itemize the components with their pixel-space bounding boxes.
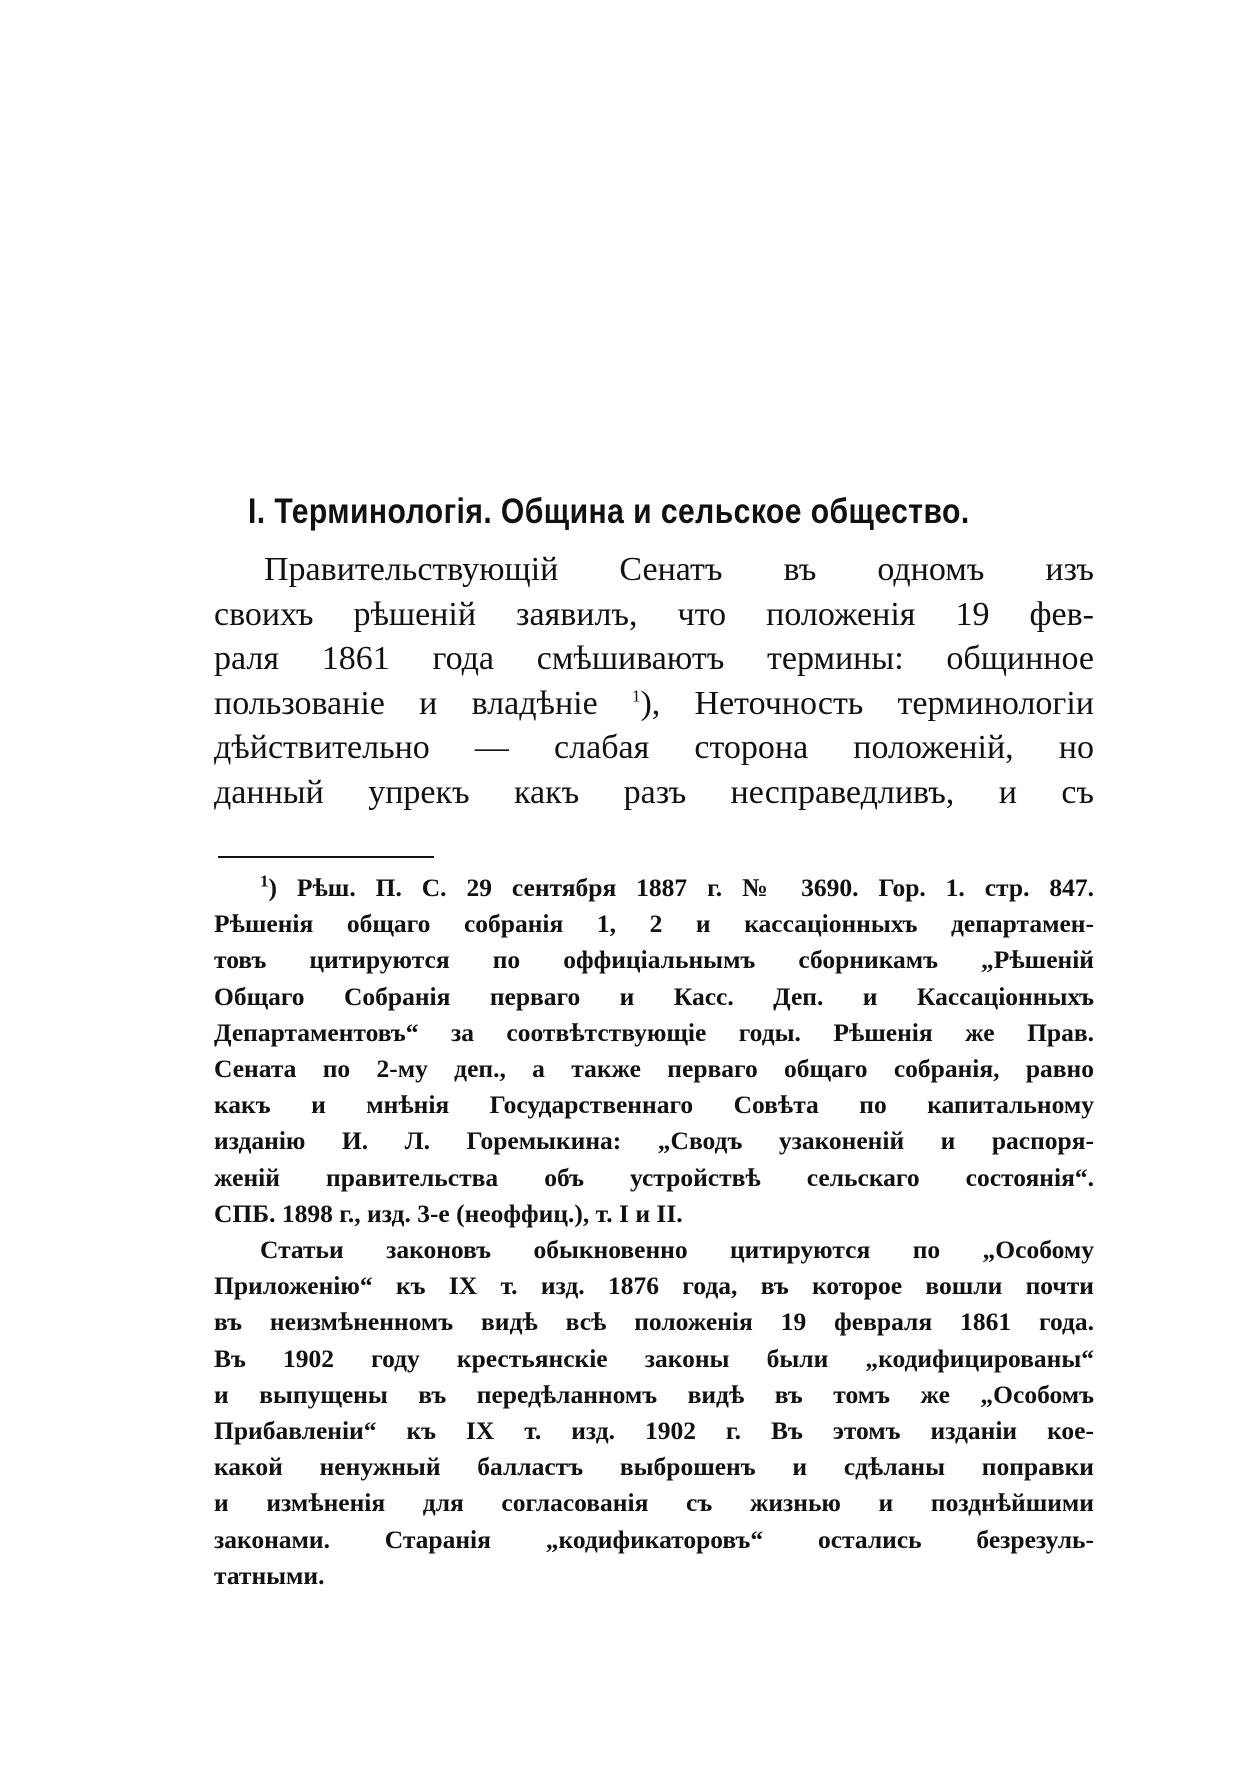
body-paragraph	[214, 548, 1094, 815]
footnote	[214, 870, 1094, 1232]
footnote-line: Сената по 2-му деп., а также перваго общаго собранія, равно	[214, 1053, 1094, 1083]
footnote-line: какъ и мнѣнія Государственнаго Совѣта по капитальному	[214, 1090, 1094, 1120]
footnote-reference: 1	[631, 686, 641, 706]
footnote-line: Приложенію“ къ IX т. изд. 1876 года, въ которое вошли почти	[214, 1271, 1094, 1301]
body-line	[214, 682, 1094, 727]
footnote-line: Департаментовъ“ за соотвѣтствующіе годы. Рѣшенія же Прав.	[214, 1017, 1094, 1047]
footnote-line: и выпущены въ передѣланномъ видѣ въ томъ же „Особомъ	[214, 1379, 1094, 1409]
body-line: дѣйствительно — слабая сторона положеній, но	[214, 729, 1094, 766]
footnote-line: въ неизмѣненномъ видѣ всѣ положенія 19 февраля 1861 года.	[214, 1307, 1094, 1337]
body-line: Правительствующій Сенатъ въ одномъ изъ	[264, 551, 1094, 588]
footnote-line: Общаго Собранія перваго и Касс. Деп. и Кассаціонныхъ	[214, 981, 1094, 1011]
footnote-line: изданію И. Л. Горемыкина: „Сводъ узаконеній и распоря-	[214, 1126, 1094, 1156]
footnote-line: татными.	[214, 1560, 325, 1590]
footnote-line: какой ненужный балластъ выброшенъ и сдѣланы поправки	[214, 1452, 1094, 1482]
footnote-line: Рѣшенія общаго собранія 1, 2 и кассаціонныхъ департамен-	[214, 909, 1094, 939]
footnote-continuation	[214, 1232, 1094, 1594]
footnote-line: и измѣненія для согласованія съ жизнью и позднѣйшими	[214, 1488, 1094, 1518]
section-heading: I. Терминологія. Община и сельское общество.	[248, 492, 970, 531]
footnote-marker: 1	[260, 871, 269, 891]
body-line: данный упрекъ какъ разъ несправедливъ, и съ	[214, 773, 1094, 811]
footnote-line: Статьи законовъ обыкновенно цитируются по „Особому	[260, 1235, 1094, 1264]
footnote-line: Прибавленіи“ къ IX т. изд. 1902 г. Въ этомъ изданіи кое-	[214, 1415, 1094, 1445]
footnote-line: женій правительства объ устройствѣ сельскаго состоянія“.	[214, 1162, 1094, 1192]
body-line-part: пользованіе и владѣніе	[214, 684, 598, 722]
footnote-separator	[218, 856, 434, 858]
body-line: своихъ рѣшеній заявилъ, что положенія 19 фев-	[214, 595, 1094, 633]
footnote-line: Въ 1902 году крестьянскіе законы были „кодифицированы“	[214, 1343, 1094, 1373]
footnote-line: законами. Старанія „кодификаторовъ“ остались безрезуль-	[214, 1524, 1094, 1554]
footnote-line: СПБ. 1898 г., изд. 3-е (неоффиц.), т. I и II.	[214, 1198, 683, 1228]
footnote-line: товъ цитируются по оффиціальнымъ сборникамъ „Рѣшеній	[214, 945, 1094, 975]
footnote-line-part: ) Рѣш. П. С. 29 сентября 1887 г. № 3690. Гор. 1. стр. 847.	[268, 873, 1094, 902]
footnote-line	[214, 870, 1094, 906]
body-line: раля 1861 года смѣшиваютъ термины: общинное	[214, 640, 1094, 677]
body-line-part: ), Неточность терминологіи	[640, 684, 1094, 722]
